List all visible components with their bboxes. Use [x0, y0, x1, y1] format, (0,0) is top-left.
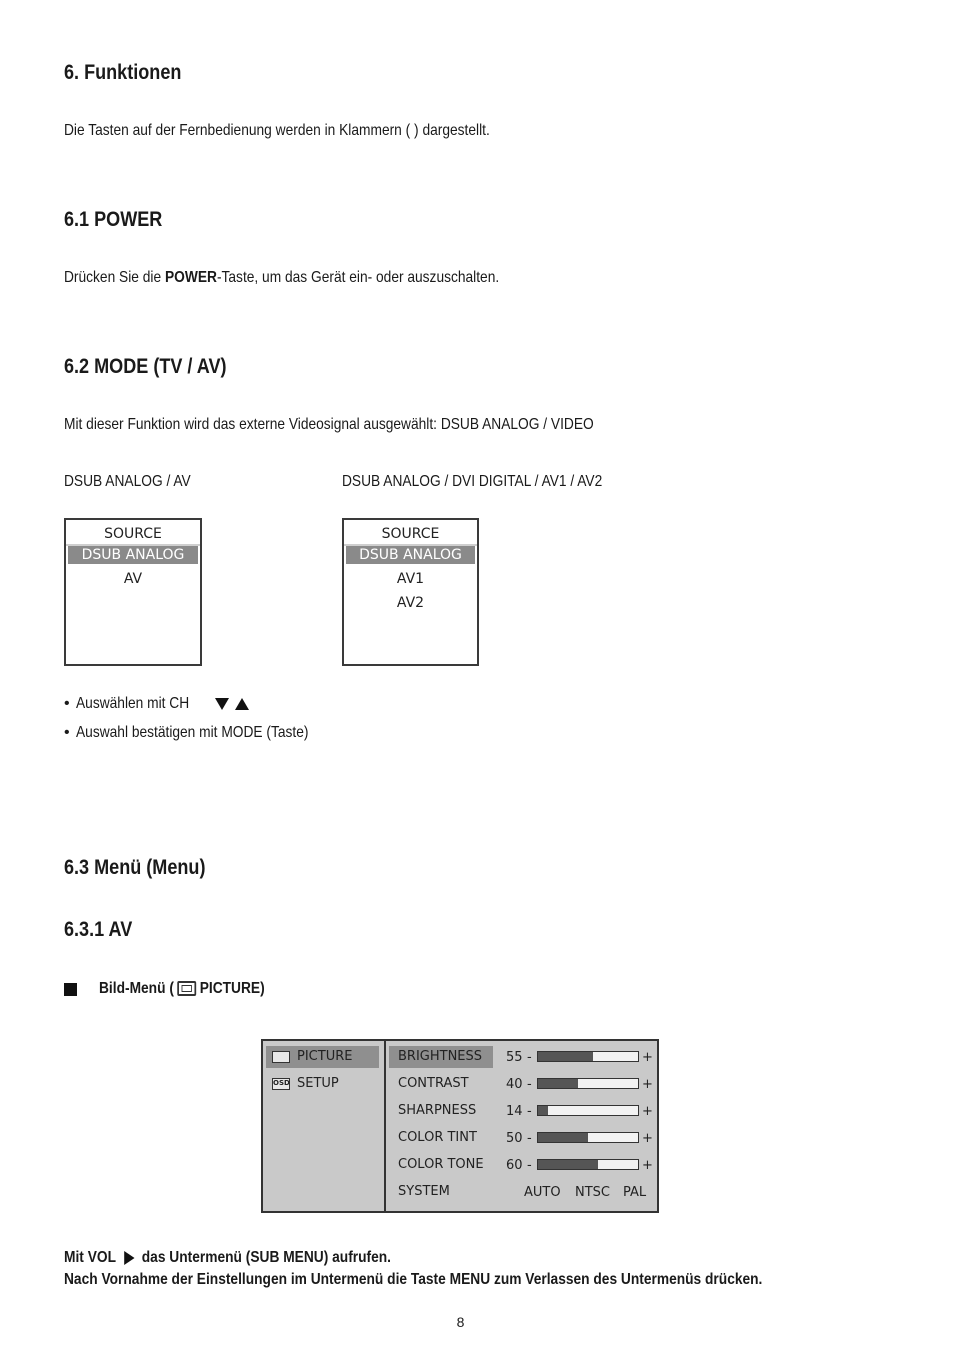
setting-label[interactable]: CONTRAST [398, 1076, 469, 1091]
increase-icon[interactable]: + [642, 1077, 653, 1092]
increase-icon[interactable]: + [642, 1131, 653, 1146]
system-option-ntsc[interactable]: NTSC [575, 1185, 610, 1200]
menu-category-picture-label: PICTURE [297, 1049, 353, 1064]
setting-slider-fill [538, 1106, 548, 1115]
setting-slider[interactable] [537, 1159, 639, 1170]
setting-value: 55 [506, 1050, 523, 1065]
menu-category-list [263, 1041, 386, 1211]
bild-menu-before: Bild-Menü ( [99, 980, 174, 997]
page-number: 8 [456, 1314, 465, 1330]
setting-slider[interactable] [537, 1078, 639, 1089]
source-header: SOURCE [66, 524, 200, 546]
bullet-confirm: • Auswahl bestätigen mit MODE (Taste) [64, 724, 309, 741]
menu-category-setup[interactable] [266, 1073, 379, 1095]
section-title-av: 6.3.1 AV [64, 918, 133, 941]
bullet-select: • Auswählen mit CH [64, 695, 249, 713]
square-bullet-icon [64, 983, 77, 996]
decrease-icon[interactable]: - [527, 1104, 532, 1119]
setting-slider-fill [538, 1160, 598, 1169]
increase-icon[interactable]: + [642, 1050, 653, 1065]
setting-value: 40 [506, 1077, 523, 1092]
decrease-icon[interactable]: - [527, 1158, 532, 1173]
footer-line-1-after: das Untermenü (SUB MENU) aufrufen. [141, 1249, 392, 1266]
bild-menu-heading [99, 980, 265, 998]
triangle-right-icon [125, 1251, 135, 1265]
source-item-av1[interactable]: AV1 [396, 571, 425, 587]
source-menu-right [342, 518, 479, 666]
menu-category-picture[interactable] [266, 1046, 379, 1068]
picture-icon [272, 1051, 290, 1063]
setting-value: 50 [506, 1131, 523, 1146]
footer-line-1 [64, 1249, 391, 1267]
setting-slider[interactable] [537, 1132, 639, 1143]
menu-settings-panel [386, 1041, 657, 1211]
power-text-before: Drücken Sie die [64, 269, 165, 286]
setup-icon: OSD [272, 1078, 290, 1090]
system-option-auto[interactable]: AUTO [524, 1185, 561, 1200]
setting-slider-fill [538, 1052, 593, 1061]
setting-value: 14 [506, 1104, 523, 1119]
source-header: SOURCE [344, 524, 477, 546]
power-text-bold: POWER [164, 269, 217, 286]
bullet-select-text: Auswählen mit CH [75, 695, 189, 712]
source-selected-item[interactable]: DSUB ANALOG [346, 546, 475, 564]
setting-label[interactable]: SHARPNESS [398, 1103, 477, 1118]
setting-label-system[interactable]: SYSTEM [398, 1184, 450, 1199]
triangle-down-icon [215, 698, 229, 710]
power-text [64, 269, 499, 287]
setting-slider-fill [538, 1133, 588, 1142]
picture-icon [177, 981, 196, 996]
source-selected-item[interactable]: DSUB ANALOG [68, 546, 198, 564]
setting-slider[interactable] [537, 1051, 639, 1062]
caption-right: DSUB ANALOG / DVI DIGITAL / AV1 / AV2 [342, 473, 603, 490]
system-option-pal[interactable]: PAL [623, 1185, 647, 1200]
section-title-funktionen: 6. Funktionen [64, 61, 182, 84]
footer-line-1-before: Mit VOL [64, 1249, 116, 1266]
decrease-icon[interactable]: - [527, 1131, 532, 1146]
section-title-power: 6.1 POWER [64, 208, 163, 231]
picture-menu [261, 1039, 659, 1213]
setting-label[interactable]: COLOR TINT [398, 1130, 477, 1145]
setting-slider-fill [538, 1079, 578, 1088]
bullet-confirm-text: Auswahl bestätigen mit MODE (Taste) [75, 724, 309, 741]
menu-category-setup-label: SETUP [297, 1076, 339, 1091]
setting-slider[interactable] [537, 1105, 639, 1116]
power-text-after: -Taste, um das Gerät ein- oder auszuschalten. [216, 269, 500, 286]
intro-text: Die Tasten auf der Fernbedienung werden in Klammern ( ) dargestellt. [64, 122, 490, 139]
setting-label[interactable]: COLOR TONE [398, 1157, 484, 1172]
section-title-mode: 6.2 MODE (TV / AV) [64, 355, 227, 378]
source-item-av2[interactable]: AV2 [396, 595, 425, 611]
section-title-menu: 6.3 Menü (Menu) [64, 856, 206, 879]
increase-icon[interactable]: + [642, 1158, 653, 1173]
caption-left: DSUB ANALOG / AV [64, 473, 191, 490]
decrease-icon[interactable]: - [527, 1077, 532, 1092]
bild-menu-after: PICTURE) [199, 980, 265, 997]
decrease-icon[interactable]: - [527, 1050, 532, 1065]
footer-line-2: Nach Vornahme der Einstellungen im Untermenü die Taste MENU zum Verlassen des Untermenüs drücken. [64, 1271, 763, 1288]
increase-icon[interactable]: + [642, 1104, 653, 1119]
triangle-up-icon [235, 698, 249, 710]
source-item-av[interactable]: AV [123, 571, 143, 587]
setting-value: 60 [506, 1158, 523, 1173]
mode-text: Mit dieser Funktion wird das externe Videosignal ausgewählt: DSUB ANALOG / VIDEO [64, 416, 594, 433]
source-menu-left [64, 518, 202, 666]
setting-label[interactable]: BRIGHTNESS [389, 1046, 493, 1068]
